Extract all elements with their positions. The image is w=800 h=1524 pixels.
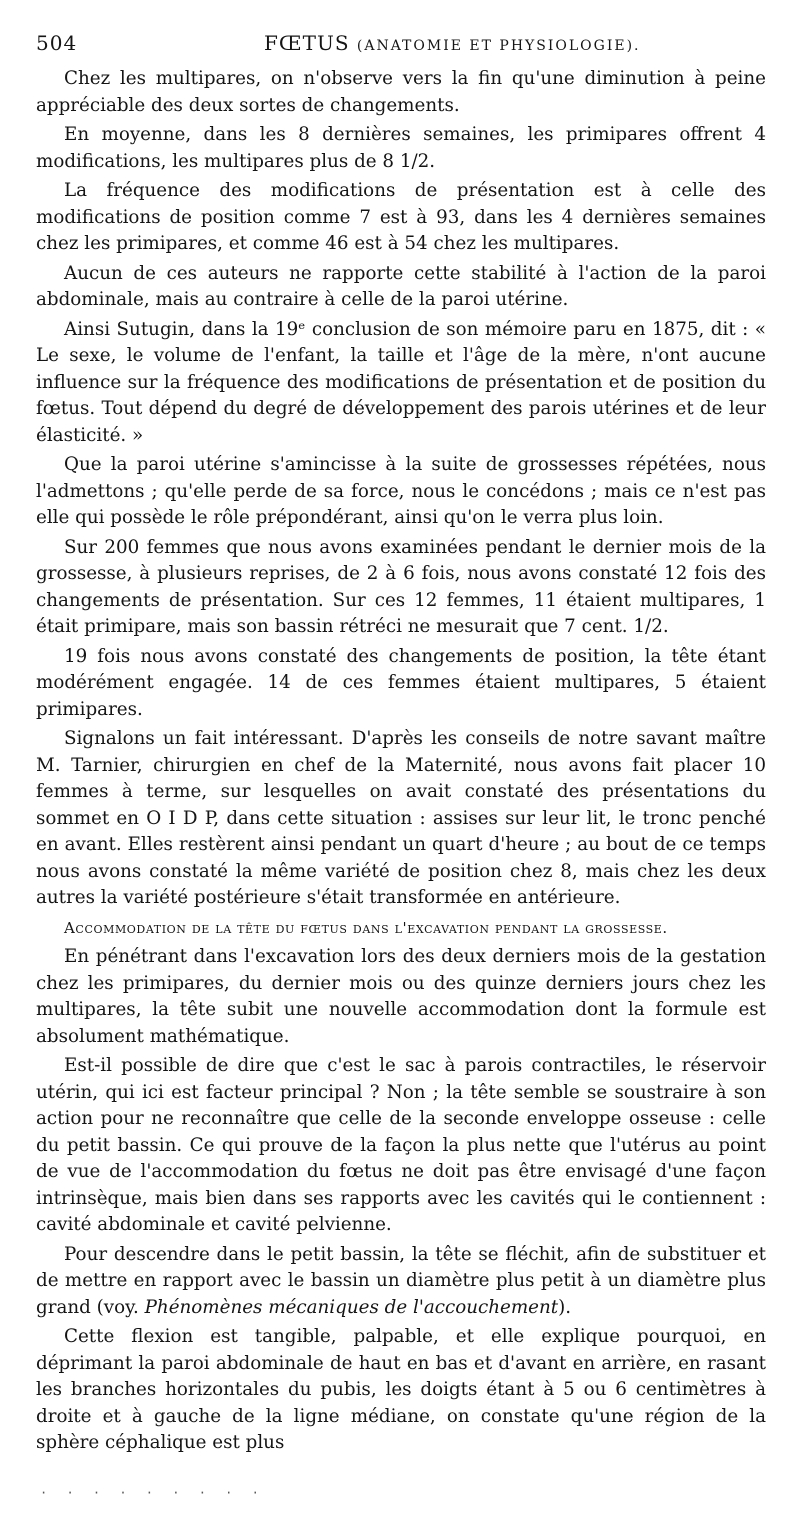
- paragraph: En pénétrant dans l'excavation lors des deux derniers mois de la gestation chez les primipares, du dernier mois ou des quinze derniers jours chez les multipares, la tête subit une nouvelle accommodation dont la formule est absolument mathématique.: [36, 946, 766, 1047]
- paragraph: Aucun de ces auteurs ne rapporte cette stabilité à l'action de la paroi abdominale, mais au contraire à celle de la paroi utérine.: [36, 262, 766, 310]
- page-header: [36, 28, 766, 58]
- page-number: 504: [36, 31, 78, 55]
- paragraph: La fréquence des modifications de présentation est à celle des modifications de position comme 7 est à 93, dans les 4 dernières semaines chez les primipares, et comme 46 est à 54 chez les multipares.: [36, 180, 766, 254]
- body-text: [36, 66, 766, 1460]
- paragraph-text: Pour descendre dans le petit bassin, la tête se fléchit, afin de substituer et de mettre en rapport avec le bassin un diamètre plus petit à un diamètre plus grand (voy.: [36, 1243, 766, 1318]
- paragraph: [36, 1242, 766, 1322]
- paragraph: Cette flexion est tangible, palpable, et elle explique pourquoi, en déprimant la paroi abdominale de haut en bas et d'avant en arrière, en rasant les branches horizontales du pubis, les doigts étant à 5 ou 6 centimètres à droite et à gauche de la ligne médiane, on constate qu'une région de la sphère céphalique est plus: [36, 1326, 766, 1453]
- running-title-sub: (ANATOMIE ET PHYSIOLOGIE).: [356, 38, 641, 54]
- section-heading: Accommodation de la tête du fœtus dans l'excavation pendant la grossesse.: [64, 918, 668, 937]
- paragraph: Chez les multipares, on n'observe vers la fin qu'une diminution à peine appréciable des deux sortes de changements.: [36, 68, 766, 116]
- paragraph: Signalons un fait intéressant. D'après les conseils de notre savant maître M. Tarnier, chirurgien en chef de la Maternité, nous avons fait placer 10 femmes à terme, sur lesquelles on avait constaté des présentations du sommet en O I D P, dans cette situation : assises sur leur lit, le tronc penché en avant. Elles restèrent ainsi pendant un quart d'heure ; au bout de ce temps nous avons constaté la même variété de position chez 8, mais chez les deux autres la variété postérieure s'était transformée en antérieure.: [36, 728, 766, 908]
- paragraph: Sur 200 femmes que nous avons examinées pendant le dernier mois de la grossesse, à plusieurs reprises, de 2 à 6 fois, nous avons constaté 12 fois des changements de présentation. Sur ces 12 femmes, 11 étaient multipares, 1 était primipare, mais son bassin rétréci ne mesurait que 7 cent. 1/2.: [36, 536, 766, 637]
- paragraph: En moyenne, dans les 8 dernières semaines, les primipares offrent 4 modifications, les multipares plus de 8 1/2.: [36, 124, 766, 172]
- paragraph: Est-il possible de dire que c'est le sac à parois contractiles, le réservoir utérin, qui ici est facteur principal ? Non ; la tête semble se soustraire à son action pour ne reconnaître que celle de la seconde enveloppe osseuse : celle du petit bassin. Ce qui prouve de la façon la plus nette que l'utérus au point de vue de l'accommodation du fœtus ne doit pas être envisagé d'une façon intrinsèque, mais bien dans ses rapports avec les cavités qui le contiennent : cavité abdominale et cavité pelvienne.: [36, 1055, 766, 1235]
- paragraph: Ainsi Sutugin, dans la 19ᵉ conclusion de son mémoire paru en 1875, dit : « Le sexe, le volume de l'enfant, la taille et l'âge de la mère, n'ont aucune influence sur la fréquence des modifications de présentation et de position du fœtus. Tout dépend du degré de développement des parois utérines et de leur élasticité. »: [36, 318, 766, 446]
- scan-speckle: · · · · · · · · ·: [40, 1486, 265, 1500]
- paragraph-text: ).: [558, 1296, 572, 1318]
- running-title: [264, 28, 641, 61]
- paragraph: Que la paroi utérine s'amincisse à la suite de grossesses répétées, nous l'admettons ; qu'elle perde de sa force, nous le concédons ; mais ce n'est pas elle qui possède le rôle prépondérant, ainsi qu'on le verra plus loin.: [36, 454, 766, 528]
- cross-reference-title: Phénomènes mécaniques de l'accouchement: [144, 1296, 559, 1318]
- running-title-main: FŒTUS: [264, 31, 350, 55]
- paragraph: 19 fois nous avons constaté des changements de position, la tête étant modérément engagée. 14 de ces femmes étaient multipares, 5 étaient primipares.: [36, 645, 766, 720]
